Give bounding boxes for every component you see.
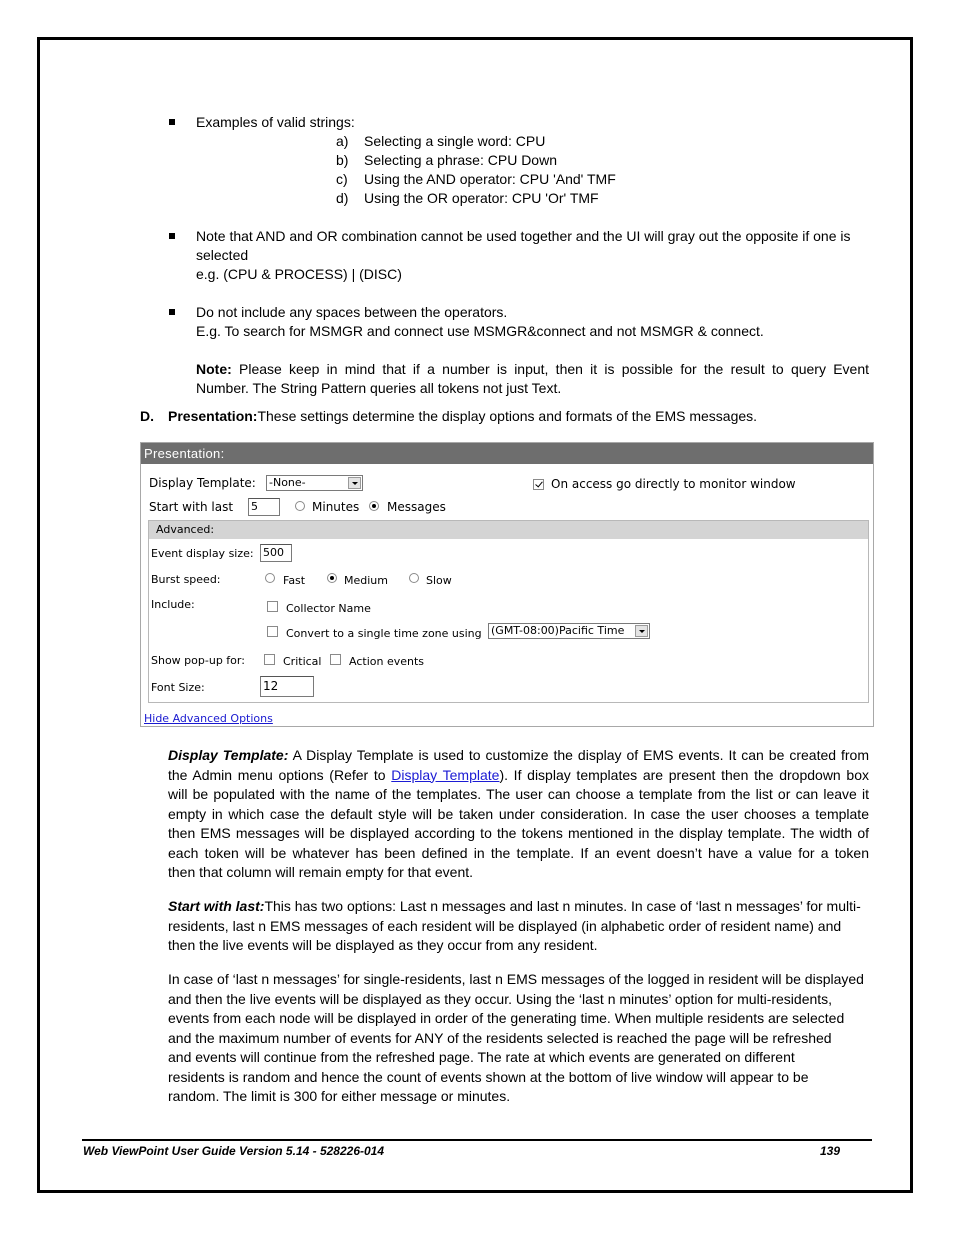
example-item-b: Selecting a phrase: CPU Down <box>364 152 557 168</box>
action-events-checkbox[interactable] <box>330 654 341 665</box>
advanced-section <box>148 520 869 703</box>
action-events-label: Action events <box>349 655 425 668</box>
font-size-input[interactable]: 12 <box>260 676 314 697</box>
paragraph-line: events from each node will be displayed in order of the generating time. When multiple residents are selected <box>168 1010 845 1026</box>
paragraph-line: random. The limit is 300 for either message or minutes. <box>168 1088 511 1104</box>
paragraph-line: each token will be whatever has been defined in the template. If an event doesn’t have a value for a token <box>168 844 869 861</box>
paragraph-line: will be populated with the name of the templates. The user can choose a template from the list or can leave it <box>168 786 869 802</box>
page-number: 139 <box>820 1144 841 1158</box>
paragraph-line <box>168 897 869 917</box>
display-template-term: Display Template: <box>168 747 289 763</box>
convert-timezone-label: Convert to a single time zone using <box>286 627 482 640</box>
burst-speed-label: Burst speed: <box>151 573 221 586</box>
medium-label: Medium <box>344 574 388 587</box>
paragraph-line: empty in which case the default style will be taken under consideration. In case the user chooses a template <box>168 805 869 822</box>
spaces-line1: Do not include any spaces between the operators. <box>196 304 508 320</box>
paragraph-line: then that column will remain empty for that event. <box>168 864 474 880</box>
font-size-label: Font Size: <box>151 681 205 694</box>
footer-rule <box>82 1139 872 1141</box>
slow-label: Slow <box>426 574 452 587</box>
slow-radio[interactable] <box>409 573 419 583</box>
paragraph-line: and the maximum number of events for ANY of the residents selected is reached the page will be refreshed <box>168 1029 832 1046</box>
examples-intro: Examples of valid strings: <box>196 114 355 130</box>
collector-name-label: Collector Name <box>286 602 371 615</box>
convert-timezone-checkbox[interactable] <box>267 626 278 637</box>
messages-radio[interactable] <box>369 501 379 511</box>
presentation-panel <box>140 442 874 727</box>
show-popup-label: Show pop-up for: <box>151 654 245 667</box>
paragraph-line: then EMS messages will be displayed according to the tokens mentioned in the display template. The width of <box>168 825 869 841</box>
display-template-paragraph <box>168 746 869 883</box>
dropdown-arrow-icon <box>348 477 361 489</box>
bullet-marker <box>169 309 175 315</box>
paragraph-line: residents, last n EMS messages of each resident will be displayed (in alphabetic order of resident name) and <box>168 917 842 934</box>
example-item-a: Selecting a single word: CPU <box>364 133 546 149</box>
timezone-value: (GMT-08:00)Pacific Time <box>491 624 625 637</box>
spaces-line2: E.g. To search for MSMGR and connect use MSMGR&connect and not MSMGR & connect. <box>196 323 764 339</box>
start-with-last-term: Start with last: <box>168 898 265 914</box>
display-template-value: -None- <box>269 476 306 489</box>
bullet-marker <box>169 119 175 125</box>
paragraph-line: residents is random and hence the count of events shown at the bottom of live window will appear to be <box>168 1068 809 1085</box>
paragraph-line <box>168 766 869 786</box>
include-label: Include: <box>151 598 195 611</box>
example-marker-b: b) <box>336 152 349 168</box>
section-text: These settings determine the display options and formats of the EMS messages. <box>257 408 758 424</box>
section-title: Presentation: <box>168 408 258 424</box>
andor-note-line2: selected <box>196 247 249 263</box>
event-display-size-input[interactable]: 500 <box>260 544 292 562</box>
line-text: A Display Template is used to customize the display of EMS events. It can be created from <box>288 747 869 763</box>
line-text: This has two options: Last n messages and last n minutes. In case of ‘last n messages’ for multi- <box>264 898 861 914</box>
on-access-checkbox[interactable] <box>533 479 544 490</box>
display-template-select[interactable] <box>266 475 363 491</box>
critical-checkbox[interactable] <box>264 654 275 665</box>
line-text: ). If display templates are present then the dropdown box <box>499 766 869 783</box>
critical-label: Critical <box>283 655 322 668</box>
andor-note-line3: e.g. (CPU & PROCESS) | (DISC) <box>196 266 402 282</box>
on-access-label: On access go directly to monitor window <box>551 477 796 491</box>
start-with-last-paragraph <box>168 897 869 956</box>
note-text: Please keep in mind that if a number is input, then it is possible for the result to query Event <box>231 361 869 377</box>
fast-label: Fast <box>283 574 306 587</box>
minutes-label: Minutes <box>312 500 360 514</box>
example-item-c: Using the AND operator: CPU 'And' TMF <box>364 171 616 187</box>
section-d-heading <box>168 407 757 426</box>
advanced-header: Advanced: <box>149 521 868 539</box>
collector-name-checkbox[interactable] <box>267 601 278 612</box>
paragraph-line: and events will continue from the refreshed page. The rate at which events are generated on different <box>168 1049 795 1065</box>
minutes-radio[interactable] <box>295 501 305 511</box>
paragraph-line: In case of ‘last n messages’ for single-residents, last n EMS messages of the logged in resident will be displayed <box>168 971 864 987</box>
display-template-link[interactable]: Display Template <box>391 766 500 783</box>
display-template-label: Display Template: <box>149 476 256 490</box>
bullet-marker <box>169 233 175 239</box>
hide-advanced-options-link[interactable]: Hide Advanced Options <box>144 712 273 725</box>
andor-note-line1: Note that AND and OR combination cannot be used together and the UI will gray out the opposite if one is <box>196 228 851 244</box>
note-paragraph-line1 <box>196 360 869 380</box>
example-marker-c: c) <box>336 171 348 187</box>
example-marker-a: a) <box>336 133 349 149</box>
medium-radio[interactable] <box>327 573 337 583</box>
example-item-d: Using the OR operator: CPU 'Or' TMF <box>364 190 599 206</box>
paragraph-line: then the live events will be displayed as they occur from any resident. <box>168 937 598 953</box>
note-label: Note: <box>196 361 232 377</box>
messages-label: Messages <box>387 500 446 514</box>
event-display-size-label: Event display size: <box>151 547 254 560</box>
example-marker-d: d) <box>336 190 349 206</box>
dropdown-arrow-icon <box>635 625 648 637</box>
start-with-last-label: Start with last <box>149 500 234 514</box>
single-resident-paragraph <box>168 970 869 1107</box>
panel-header: Presentation: <box>141 443 873 464</box>
section-letter: D. <box>140 408 154 424</box>
paragraph-line <box>168 746 869 766</box>
start-with-last-input[interactable]: 5 <box>248 498 280 516</box>
fast-radio[interactable] <box>265 573 275 583</box>
footer-title: Web ViewPoint User Guide Version 5.14 - 528226-014 <box>83 1144 385 1158</box>
timezone-select[interactable] <box>488 623 650 639</box>
line-text: the Admin menu options (Refer to <box>168 766 392 783</box>
paragraph-line: and then the live events will be displayed as they occur. Using the ‘last n minutes’ option for multi-residents, <box>168 990 833 1007</box>
note-paragraph-line2: Number. The String Pattern queries all tokens not just Text. <box>196 380 562 396</box>
